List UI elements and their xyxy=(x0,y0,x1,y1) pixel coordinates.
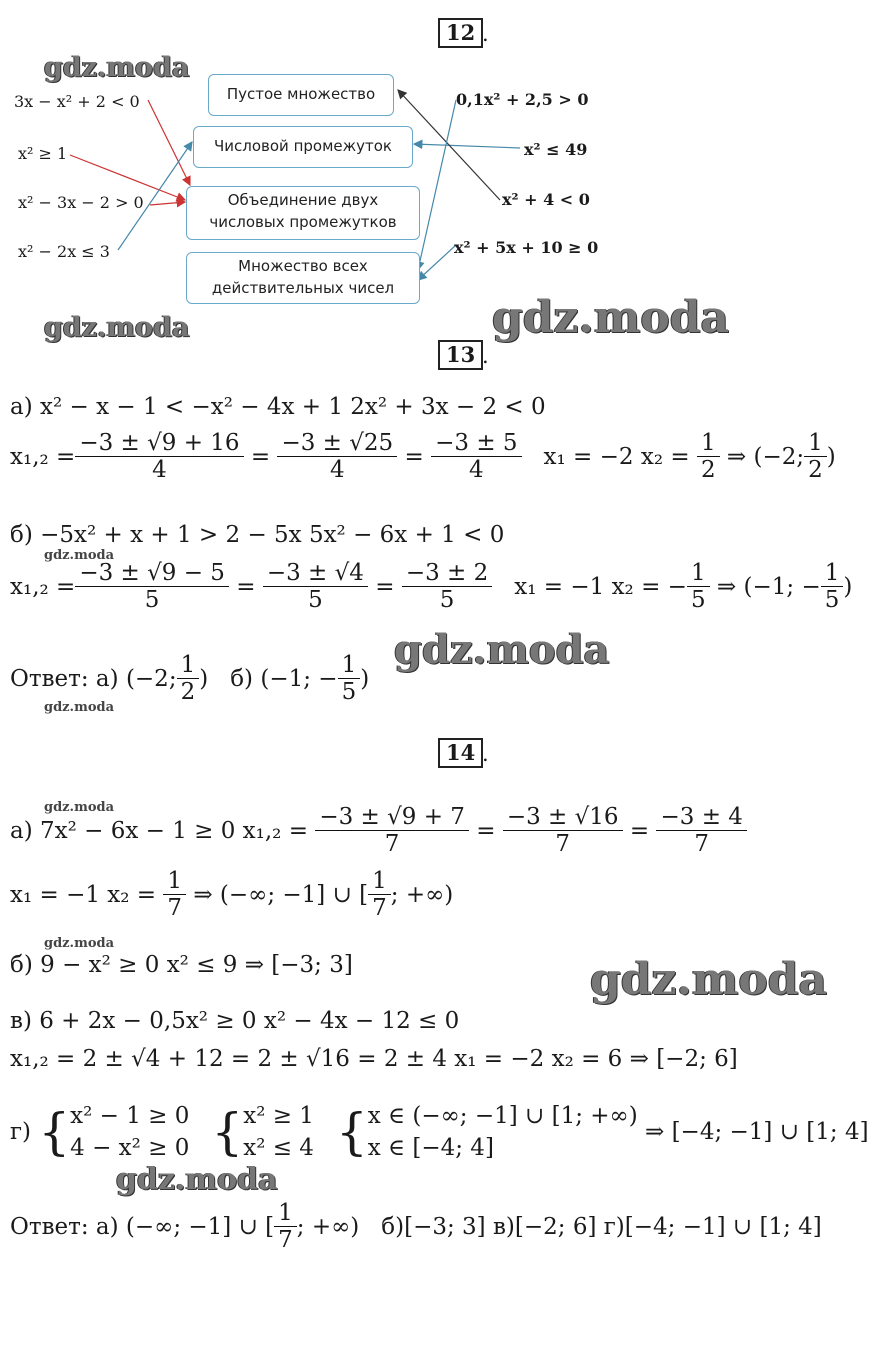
watermark: gdz.moda xyxy=(44,936,115,951)
left-ineq-4: x² − 2x ≤ 3 xyxy=(18,242,110,261)
right-ineq-1: 0,1x² + 2,5 > 0 xyxy=(456,90,589,109)
left-ineq-2: x² ≥ 1 xyxy=(18,144,68,163)
t13-b-line1: б) −5x² + x + 1 > 2 − 5x 5x² − 6x + 1 < 0 xyxy=(10,522,505,548)
right-ineq-3: x² + 4 < 0 xyxy=(502,190,590,209)
t14-a-line1: а) 7x² − 6x − 1 ≥ 0 x₁,₂ = $\frac{-3 \pm √9 + 7}{7}$ = $\frac{-3 \pm √16}{7}$ = $\frac{-3 \pm 4}{7}$ xyxy=(10,804,747,857)
right-ineq-2: x² ≤ 49 xyxy=(524,140,588,159)
box-interval: Числовой промежуток xyxy=(193,126,413,168)
watermark: gdz.moda xyxy=(44,312,190,343)
task-number-12: 12 xyxy=(438,18,483,48)
t14-b-line: б) 9 − x² ≥ 0 x² ≤ 9 ⇒ [−3; 3] xyxy=(10,952,353,978)
right-ineq-4: x² + 5x + 10 ≥ 0 xyxy=(454,238,599,257)
box-union: Объединение двух числовых промежутков xyxy=(186,186,420,240)
box-empty-set: Пустое множество xyxy=(208,74,394,116)
t13-b-line2: x₁,₂ = $\frac{-3 \pm √9 - 5}{5}$ = $\frac{-3 \pm √4}{5}$ = $\frac{-3 \pm 2}{5}$ x₁ = −1 x₂ = − $\frac{1}{5}$ ⇒ (−1; − $\frac{1}{5}$ ) xyxy=(10,560,853,613)
t14-answer: Ответ: а) (−∞; −1] ∪ [ $\frac{1}{7}$ ; +∞ ) б)[−3; 3] в)[−2; 6] г)[−4; −1] ∪ [1; 4] xyxy=(10,1200,822,1253)
t14-c-line2: x₁,₂ = 2 ± √4 + 12 = 2 ± √16 = 2 ± 4 x₁ = −2 x₂ = 6 ⇒ [−2; 6] xyxy=(10,1046,738,1072)
t14-c-line1: в) 6 + 2x − 0,5x² ≥ 0 x² − 4x − 12 ≤ 0 xyxy=(10,1008,460,1034)
watermark: gdz.moda xyxy=(492,292,730,343)
task-number-13: 13 xyxy=(438,340,483,370)
watermark: gdz.moda xyxy=(44,700,115,715)
box-all-reals: Множество всех действительных чисел xyxy=(186,252,420,304)
t13-a-line2: x₁,₂ = $\frac{-3 \pm √9 + 16}{4}$ = $\frac{-3 \pm √25}{4}$ = $\frac{-3 \pm 5}{4}$ x₁ = −2 x₂ = $\frac{1}{2}$ ⇒ (−2; $\frac{1}{2}$ ) xyxy=(10,430,836,483)
watermark: gdz.moda xyxy=(394,626,610,673)
watermark: gdz.moda xyxy=(44,52,190,83)
t14-a-line2: x₁ = −1 x₂ = $\frac{1}{7}$ ⇒ (−∞; −1] ∪ [ $\frac{1}{7}$ ; +∞ ) xyxy=(10,868,454,921)
t13-answer: Ответ: а) (−2; $\frac{1}{2}$ ) б) (−1; − $\frac{1}{5}$ ) xyxy=(10,652,370,705)
left-ineq-1: 3x − x² + 2 < 0 xyxy=(14,92,140,111)
watermark: gdz.moda xyxy=(44,800,115,815)
t14-d-line: г) { x² − 1 ≥ 0 4 − x² ≥ 0 { x² ≥ 1 x² ≤ 4 { x ∈ (−∞; −1] ∪ [1; +∞) x ∈ [−4; 4] ⇒ [−4; −1] ∪ [1; 4] xyxy=(10,1103,869,1161)
t13-a-line1: а) x² − x − 1 < −x² − 4x + 1 2x² + 3x − 2 < 0 xyxy=(10,394,546,420)
left-ineq-3: x² − 3x − 2 > 0 xyxy=(18,193,144,212)
watermark: gdz.moda xyxy=(44,548,115,563)
watermark: gdz.moda xyxy=(116,1162,278,1197)
watermark: gdz.moda xyxy=(590,954,828,1005)
task-number-14: 14 xyxy=(438,738,483,768)
